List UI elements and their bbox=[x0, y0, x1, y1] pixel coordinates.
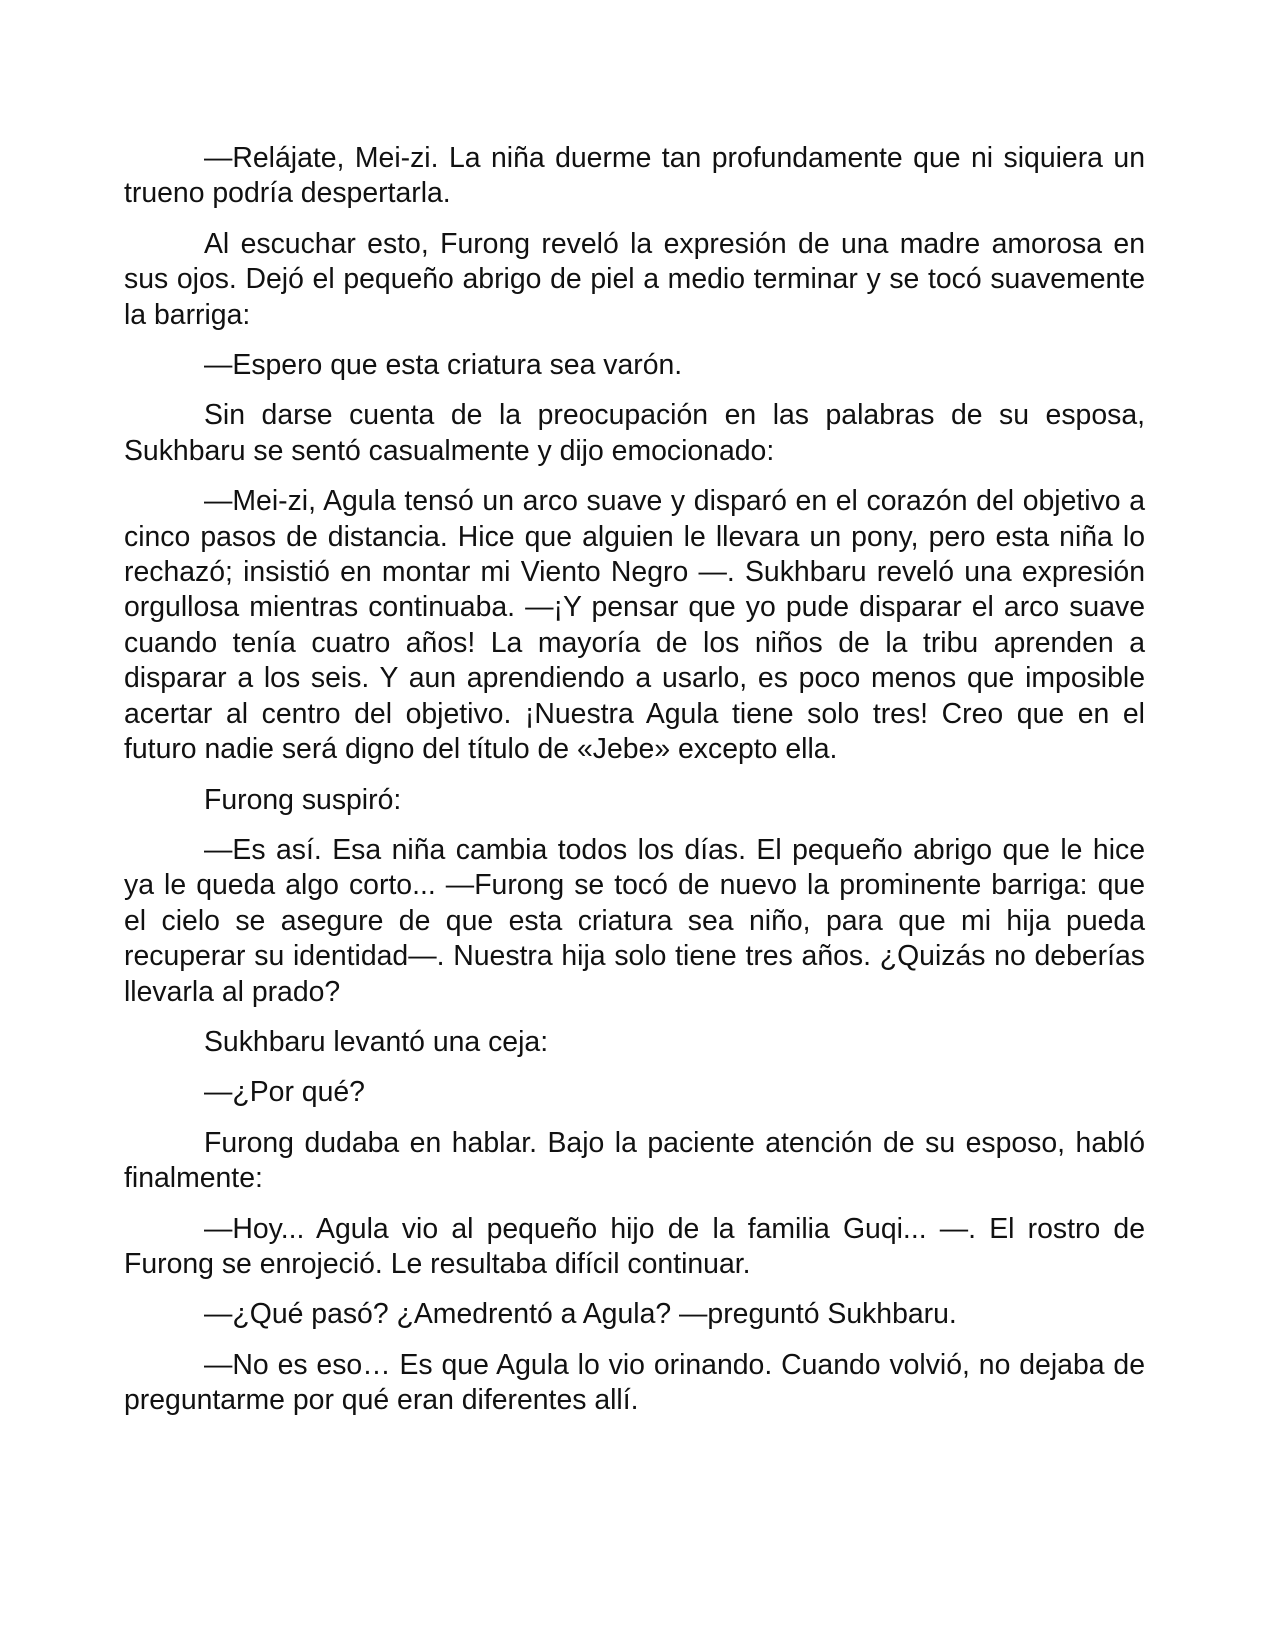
paragraph: —¿Por qué? bbox=[204, 1076, 365, 1109]
paragraph: —No es eso… Es que Agula lo vio orinando. Cuando volvió, no dejaba de preguntarme por qué eran diferentes allí. bbox=[124, 1348, 1145, 1417]
paragraph: Sin darse cuenta de la preocupación en las palabras de su esposa, Sukhbaru se sentó casualmente y dijo emocionado: bbox=[124, 399, 1145, 467]
paragraph: —¿Qué pasó? ¿Amedrentó a Agula? —preguntó Sukhbaru. bbox=[204, 1298, 957, 1331]
paragraph: Furong dudaba en hablar. Bajo la paciente atención de su esposo, habló finalmente: bbox=[124, 1126, 1145, 1195]
document-page bbox=[124, 141, 1145, 1434]
paragraph: —Relájate, Mei-zi. La niña duerme tan profundamente que ni siquiera un trueno podría despertarla. bbox=[124, 142, 1145, 210]
paragraph: —Mei-zi, Agula tensó un arco suave y disparó en el corazón del objetivo a cinco pasos de distancia. Hice que alguien le llevara un pony, pero esta niña lo rechazó; insistió en montar mi Viento Negro —. Sukhbaru reveló una expresión orgullosa mientras continuaba. —¡Y pensar que yo pude disparar el arco suave cuando tenía cuatro años! La mayoría de los niños de la tribu aprenden a disparar a los seis. Y aun aprendiendo a usarlo, es poco menos que imposible acertar al centro del objetivo. ¡Nuestra Agula tiene solo tres! Creo que en el futuro nadie será digno del título de «Jebe» excepto ella. bbox=[124, 485, 1145, 766]
paragraph: Al escuchar esto, Furong reveló la expresión de una madre amorosa en sus ojos. Dejó el pequeño abrigo de piel a medio terminar y se tocó suavemente la barriga: bbox=[124, 227, 1145, 331]
paragraph: —Espero que esta criatura sea varón. bbox=[204, 349, 683, 382]
paragraph: Sukhbaru levantó una ceja: bbox=[204, 1025, 549, 1058]
paragraph: Furong suspiró: bbox=[204, 783, 402, 816]
paragraph: —Es así. Esa niña cambia todos los días. El pequeño abrigo que le hice ya le queda algo corto... —Furong se tocó de nuevo la prominente barriga: que el cielo se asegure de que esta criatura sea niño, para que mi hija pueda recuperar su identidad—. Nuestra hija solo tiene tres años. ¿Quizás no deberías llevarla al prado? bbox=[124, 833, 1145, 1008]
paragraph: —Hoy... Agula vio al pequeño hijo de la familia Guqi... —. El rostro de Furong se enrojeció. Le resultaba difícil continuar. bbox=[124, 1212, 1145, 1280]
